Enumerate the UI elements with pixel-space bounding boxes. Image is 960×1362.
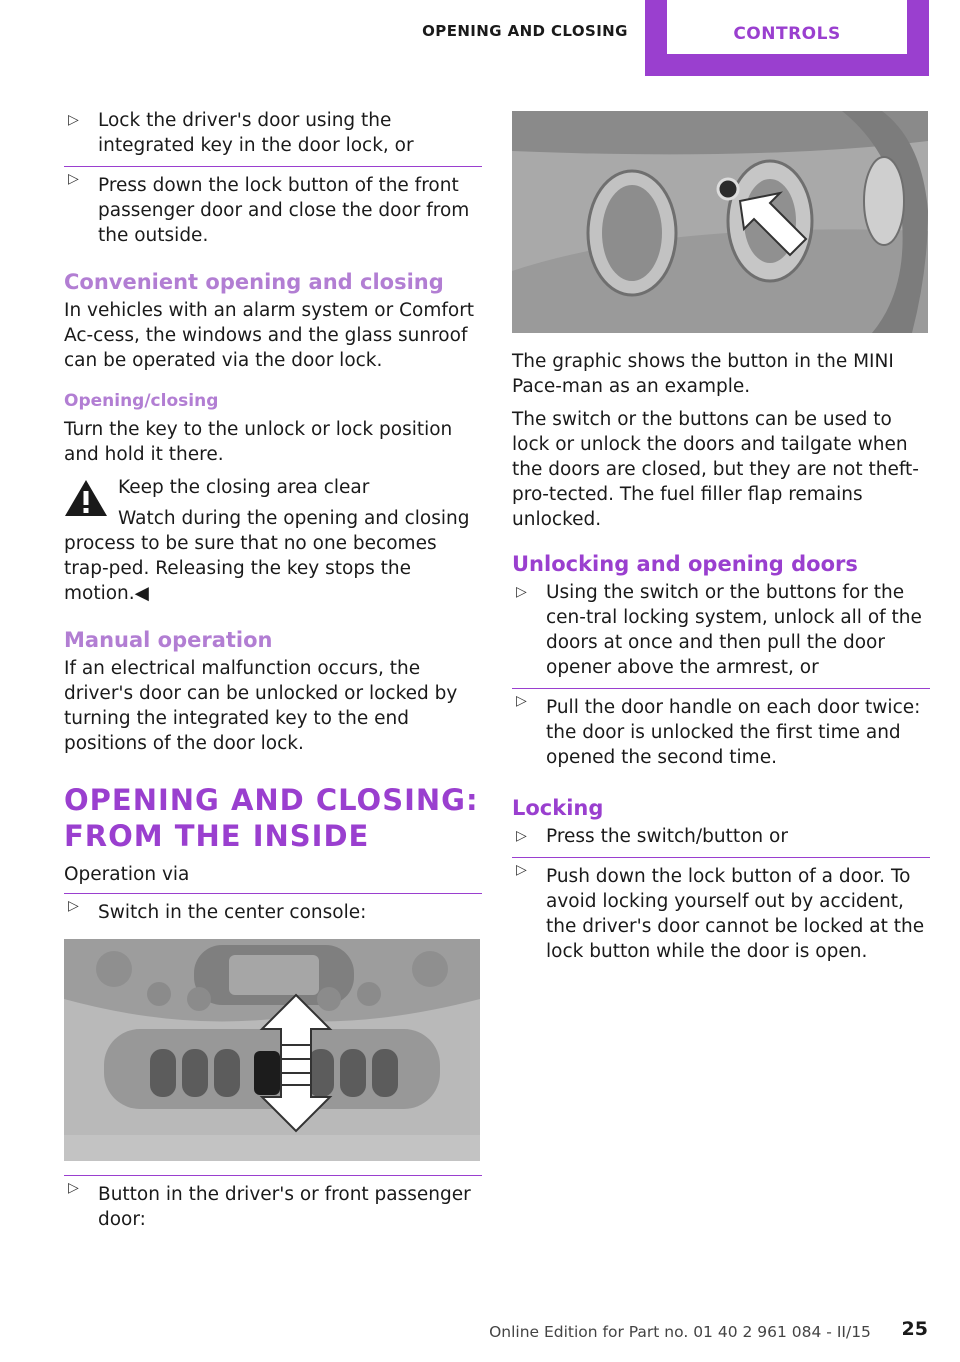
opening-closing-heading: Opening/closing <box>64 391 219 411</box>
list-item: ▷ Pull the door handle on each door twice: the door is unlocked the first time and opened the second time. <box>512 688 930 778</box>
center-console-figure <box>64 939 480 1161</box>
operation-list-2 <box>64 1175 482 1240</box>
warning-block <box>64 475 482 606</box>
right-column <box>512 111 930 972</box>
operation-list-1 <box>64 893 482 925</box>
bullet-marker: ▷ <box>516 862 527 878</box>
bullet-marker: ▷ <box>68 112 79 128</box>
figure-caption: The graphic shows the button in the MINI Pace‐man as an example. <box>512 351 894 397</box>
section-heading: OPENING AND CLOSING: FROM THE INSIDE <box>64 783 479 853</box>
unlocking-list <box>512 580 930 778</box>
left-column <box>64 108 482 1240</box>
chapter-tab <box>645 0 929 76</box>
list-item: ▷ Push down the lock button of a door. To avoid locking yourself out by accident, the driver's door cannot be locked at the lock button while the door is open. <box>512 857 930 972</box>
bullet-marker: ▷ <box>516 693 527 709</box>
footer-edition: Online Edition for Part no. 01 40 2 961 084 - II/15 <box>489 1323 871 1341</box>
manual-operation-text: If an electrical malfunction occurs, the driver's door can be unlocked or locked by turning the integrated key to the end positions of the door lock. <box>64 658 458 754</box>
opening-closing-text: Turn the key to the unlock or lock position and hold it there. <box>64 419 453 465</box>
switch-description: The switch or the buttons can be used to lock or unlock the doors and tailgate when the doors are closed, but they are not theft-pro‐tected. The fuel filler flap remains unlocked. <box>512 409 919 530</box>
list-item: ▷ Lock the driver's door using the integrated key in the door lock, or <box>68 110 414 156</box>
door-button-figure <box>512 111 928 333</box>
running-header-section: OPENING AND CLOSING <box>422 22 628 40</box>
list-item: ▷ Using the switch or the buttons for the cen‐tral locking system, unlock all of the doors at once and then pull the door opener above the armrest, or <box>516 582 922 678</box>
list-item: ▷ Press down the lock button of the front passenger door and close the door from the outside. <box>64 166 482 256</box>
locking-heading: Locking <box>512 796 604 820</box>
warning-title: Keep the closing area clear <box>118 477 370 498</box>
operation-via-text: Operation via <box>64 864 190 885</box>
bullet-marker: ▷ <box>68 898 79 914</box>
list-item: ▷ Press the switch/button or <box>516 826 788 847</box>
chapter-tab-label: CONTROLS <box>667 0 907 54</box>
convenient-text: In vehicles with an alarm system or Comfort Ac‐cess, the windows and the glass sunroof can be operated via the door lock. <box>64 300 475 371</box>
manual-operation-heading: Manual operation <box>64 628 273 652</box>
lock-options-list <box>64 108 482 256</box>
bullet-marker: ▷ <box>516 584 527 600</box>
convenient-heading: Convenient opening and closing <box>64 270 444 294</box>
list-item: ▷ Switch in the center console: <box>64 893 482 925</box>
unlocking-heading: Unlocking and opening doors <box>512 552 858 576</box>
warning-triangle-icon <box>64 479 108 517</box>
list-item: ▷ Button in the driver's or front passenger door: <box>64 1175 482 1240</box>
locking-list <box>512 824 930 972</box>
bullet-marker: ▷ <box>68 1180 79 1196</box>
warning-text: Watch during the opening and closing process to be sure that no one becomes trap‐ped. Releasing the key stops the motion.◀ <box>64 508 470 604</box>
bullet-marker: ▷ <box>516 828 527 844</box>
bullet-marker: ▷ <box>68 171 79 187</box>
page-number: 25 <box>901 1318 928 1340</box>
